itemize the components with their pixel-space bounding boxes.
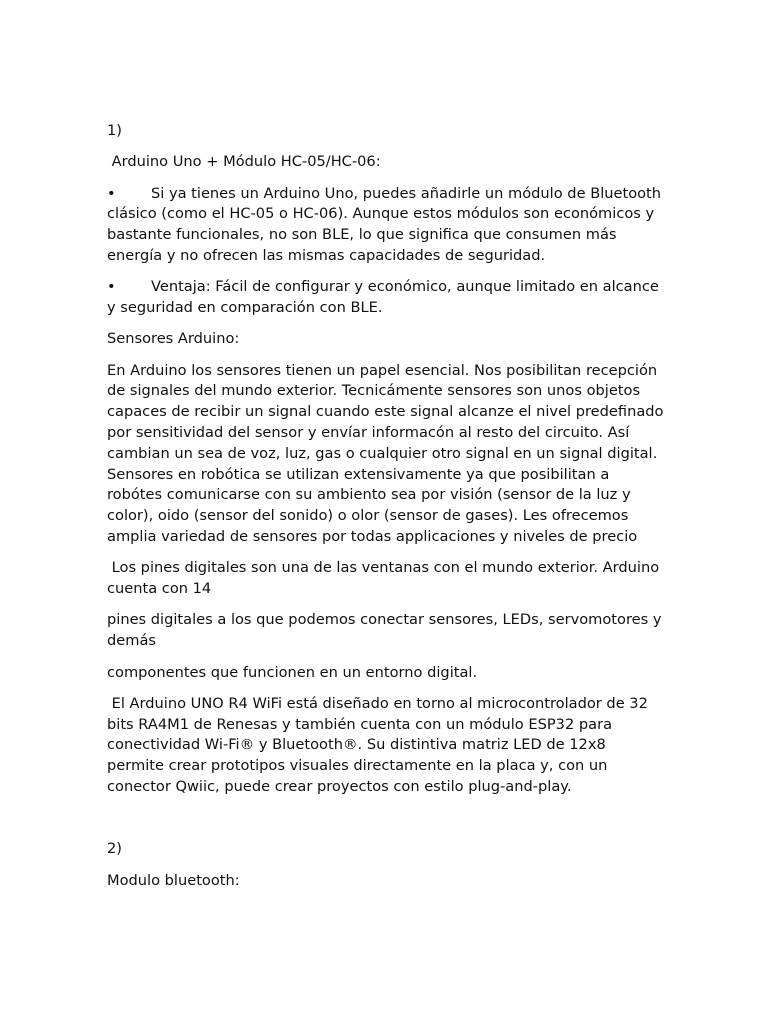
section-number-1: 1): [107, 122, 122, 139]
document-page: [107, 121, 667, 902]
heading-arduino-hc05: Arduino Uno + Módulo HC-05/HC-06:: [107, 153, 381, 171]
blank-line: [107, 808, 667, 839]
paragraph-pines-2: pines digitales a los que podemos conectar sensores, LEDs, servomotores y demás: [107, 611, 667, 650]
bullet-icon: •: [107, 278, 116, 296]
heading-sensores: Sensores Arduino:: [107, 330, 240, 348]
paragraph-pines-1: Los pines digitales son una de las ventanas con el mundo exterior. Arduino cuenta con 14: [107, 559, 664, 598]
paragraph-pines-3: componentes que funcionen en un entorno digital.: [107, 663, 478, 681]
bullet-text: Ventaja: Fácil de configurar y económico, aunque limitado en alcance y seguridad en comparación con BLE.: [107, 278, 659, 317]
bullet-icon: •: [107, 184, 116, 202]
section-number-2: 2): [107, 840, 122, 858]
bullet-item-ventaja: [107, 277, 667, 319]
bullet-item-bluetooth-classic: [107, 184, 667, 267]
paragraph-uno-r4: El Arduino UNO R4 WiFi está diseñado en torno al microcontrolador de 32 bits RA4M1 de Renesas y también cuenta con un módulo ESP32 para conectividad Wi-Fi® y Bluetooth®. Su distintiva matriz LED de 12x8 permite crear prototipos visuales directamente en la placa y, con un conector Qwiic, puede crear proyectos con estilo plug-and-play.: [107, 694, 653, 796]
paragraph-sensores: En Arduino los sensores tienen un papel esencial. Nos posibilitan recepción de signales del mundo exterior. Tecnicámente sensores son unos objetos capaces de recibir un signal cuando este signal alcanze el nivel predefinado por sensitividad del sensor y envíar informacón al resto del circuito. Así cambian un sea de voz, luz, gas o cualquier otro signal en un signal digital. Sensores en robótica se utilizan extensivamente ya que posibilitan a robótes comunicarse con su ambiento sea por visión (sensor de la luz y color), oido (sensor del sonido) o olor (sensor de gases). Les ofrecemos amplia variedad de sensores por todas applicaciones y niveles de precio: [107, 361, 669, 546]
bullet-text: Si ya tienes un Arduino Uno, puedes añadirle un módulo de Bluetooth clásico (como el HC-05 o HC-06). Aunque estos módulos son económicos y bastante funcionales, no son BLE, lo que significa que consumen más energía y no ofrecen las mismas capacidades de seguridad.: [107, 184, 662, 264]
heading-modulo-bluetooth: Modulo bluetooth:: [107, 871, 240, 889]
